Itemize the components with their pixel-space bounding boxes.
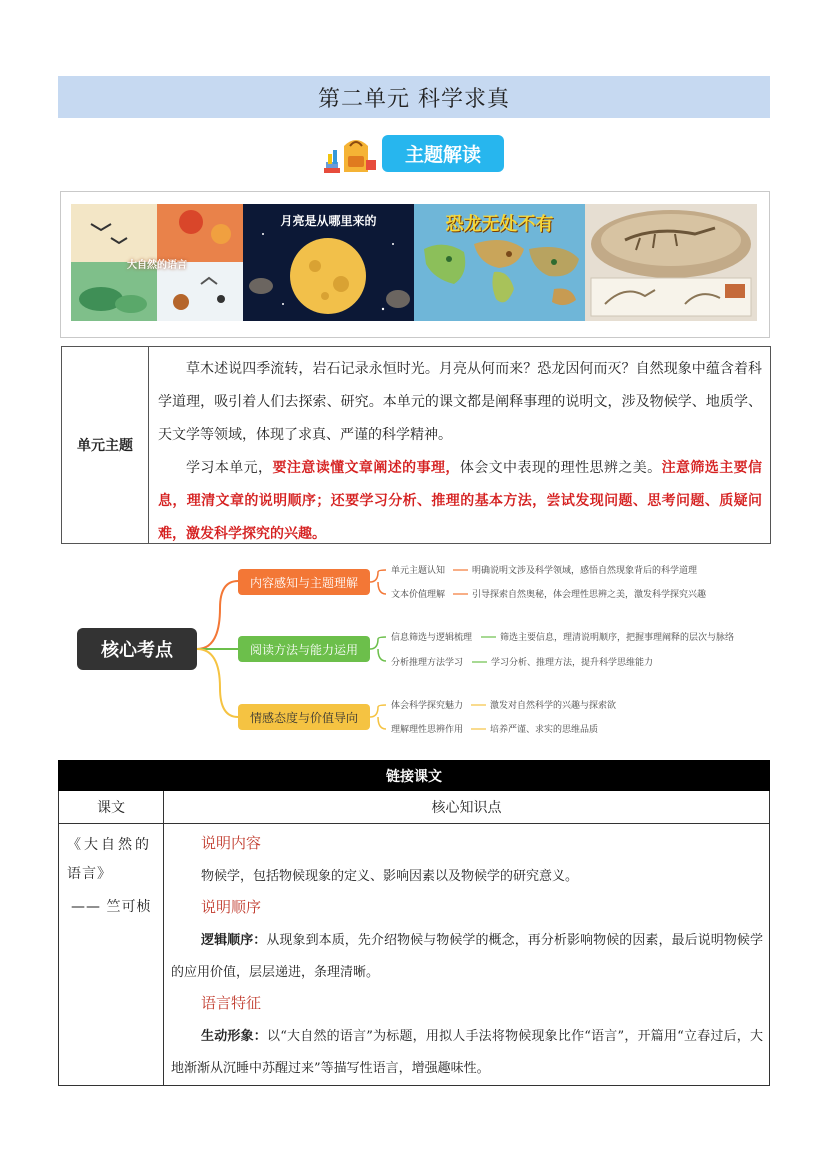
backpack-icon (322, 132, 380, 174)
illustration-strip (60, 191, 770, 338)
nature-language-illustration (71, 204, 243, 321)
lesson-title-line2: 语言》 (67, 866, 112, 882)
mindmap-branch-label: 内容感知与主题理解 (249, 576, 359, 590)
section-title: 语言特征 (201, 994, 262, 1012)
section-text: 逻辑顺序：从现象到本质，先介绍物候与物候学的概念，再分析影响物候的因素，最后说明物候学的应用价值，层层递进，条理清晰。 (171, 933, 763, 980)
para2-middle: 体会文中表现的理性思辨之美。 (459, 460, 662, 476)
unit-theme-paragraph-1: 草木述说四季流转，岩石记录永恒时光。月亮从何而来？恐龙因何而灭？自然现象中蕴含着科学道理，吸引着人们去探索、研究。本单元的课文都是阐释事理的说明文，涉及物候学、地质学、天文学等领域，体现了求真、严谨的科学精神。 (158, 361, 762, 443)
mindmap-branch-label: 情感态度与价值导向 (249, 711, 359, 725)
column-header-points: 核心知识点 (431, 800, 502, 816)
dinosaur-caption: 恐龙无处不有 (445, 214, 554, 235)
para2-intro: 学习本单元， (186, 460, 273, 476)
lesson-points-cell (171, 829, 763, 1085)
mindmap-item-key: 理解理性思辨作用 (391, 725, 464, 735)
section-title: 说明内容 (201, 834, 262, 852)
unit-theme-label: 单元主题 (62, 347, 149, 543)
mindmap-item-key: 体会科学探究魅力 (391, 701, 464, 711)
unit-theme-table (61, 346, 771, 544)
mindmap-branch-label: 阅读方法与能力运用 (249, 643, 359, 657)
section-text: 生动形象：以“大自然的语言”为标题，用拟人手法将物候现象比作“语言”，开篇用“立春过后，大地渐渐从沉睡中苏醒过来”等描写性语言，增强趣味性。 (171, 1029, 763, 1076)
column-header-lesson: 课文 (97, 800, 125, 816)
mindmap-item-key: 分析推理方法学习 (391, 658, 464, 668)
page-title: 第二单元 科学求真 (318, 86, 510, 112)
linked-lessons-banner: 链接课文 (58, 760, 770, 791)
linked-lessons-table (58, 791, 770, 1086)
dinosaur-map-illustration (414, 204, 585, 321)
lesson-author: —— 竺可桢 (71, 899, 152, 915)
section-text: 物候学，包括物候现象的定义、影响因素以及物候学的研究意义。 (201, 869, 579, 884)
nature-caption: 大自然的语言 (127, 260, 187, 271)
moon-illustration (243, 204, 414, 321)
theme-badge-group (322, 132, 504, 174)
mindmap-item-value: 学习分析、推理方法，提升科学思维能力 (491, 658, 654, 668)
para2-highlight-1: 要注意读懂文章阐述的事理， (272, 460, 460, 476)
unit-theme-paragraph-2 (158, 452, 762, 551)
mindmap-item-key: 信息筛选与逻辑梳理 (391, 633, 473, 643)
para2-highlight-2: 注意筛选主要信息，理清文章的说明顺序；还要学习分析、推理的基本方法，尝试发现问题、思考问题、质疑问难，激发科学探究的兴趣。 (158, 460, 763, 542)
page-title-bar (58, 76, 770, 118)
mindmap-item-value: 引导探索自然奥秘，体会理性思辨之美，激发科学探究兴趣 (472, 590, 707, 600)
mindmap-root-label: 核心考点 (101, 640, 173, 661)
theme-reading-badge: 主题解读 (382, 135, 504, 172)
mindmap-item-key: 单元主题认知 (391, 566, 446, 576)
mindmap-item-value: 筛选主要信息，理清说明顺序，把握事理阐释的层次与脉络 (500, 633, 735, 643)
lesson-title-line1: 《大自然的 (67, 837, 152, 853)
mindmap-item-key: 文本价值理解 (391, 590, 446, 600)
mindmap-item-value: 明确说明文涉及科学领域，感悟自然现象背后的科学道理 (472, 566, 698, 576)
core-points-mindmap (60, 548, 770, 738)
moon-caption: 月亮是从哪里来的 (280, 214, 377, 228)
lesson-title-cell (67, 831, 157, 922)
mindmap-item-value: 培养严谨、求实的思维品质 (490, 725, 599, 735)
unit-theme-text (158, 353, 762, 551)
section-title: 说明顺序 (201, 898, 262, 916)
fossil-illustration (585, 204, 757, 321)
mindmap-item-value: 激发对自然科学的兴趣与探索欲 (490, 701, 617, 711)
